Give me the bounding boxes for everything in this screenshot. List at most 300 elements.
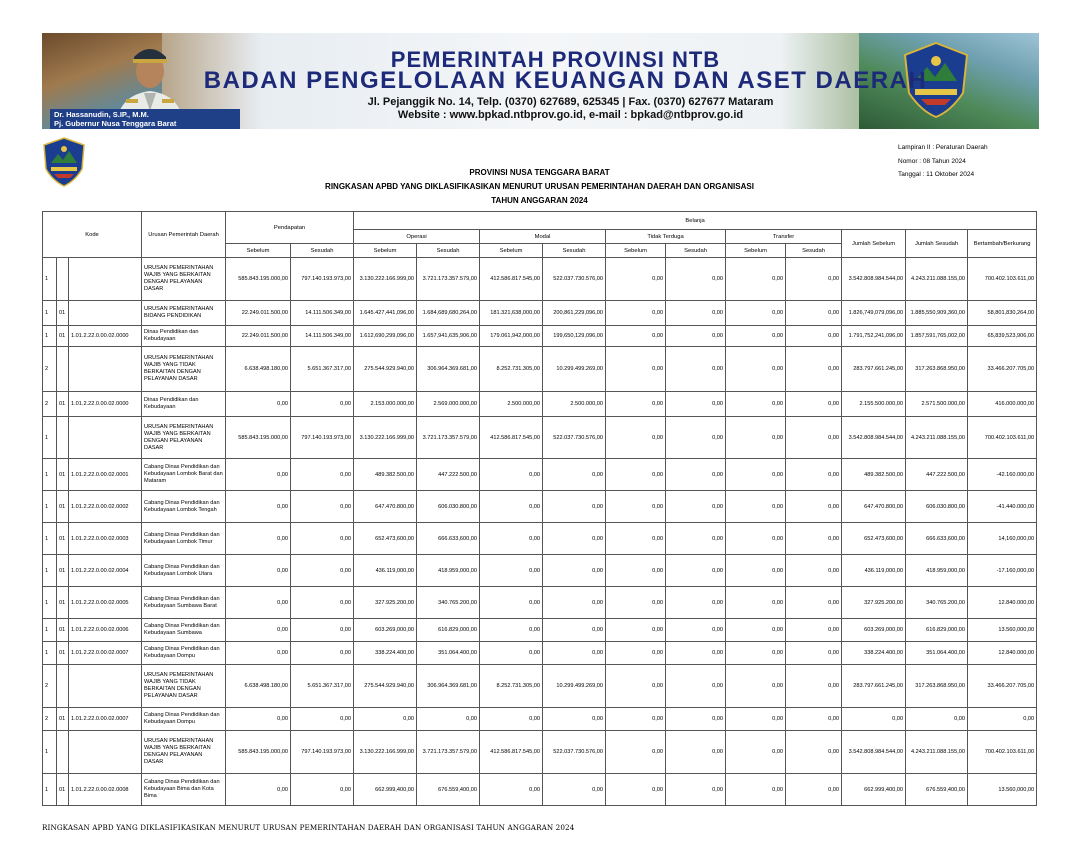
- table-row: [43, 555, 1037, 587]
- kode-2-cell: 01: [57, 491, 69, 523]
- kode-2-cell: [57, 347, 69, 392]
- urusan-cell: URUSAN PEMERINTAHAN WAJIB YANG TIDAK BERKAITAN DENGAN PELAYANAN DASAR: [142, 665, 226, 708]
- value-cell: 0,00: [786, 459, 842, 491]
- value-cell: 0,00: [606, 665, 666, 708]
- kode-1-cell: 1: [43, 731, 57, 774]
- value-cell: 0,00: [666, 708, 726, 731]
- value-cell: 0,00: [726, 459, 786, 491]
- kode-3-cell: 1.01.2.22.0.00.02.0000: [69, 392, 142, 417]
- lampiran-tanggal: Tanggal : 11 Oktober 2024: [898, 171, 975, 178]
- value-cell: 0,00: [666, 326, 726, 347]
- table-row: [43, 523, 1037, 555]
- urusan-cell: URUSAN PEMERINTAHAN WAJIB YANG BERKAITAN DENGAN PELAYANAN DASAR: [142, 417, 226, 459]
- value-cell: 22.249.011.500,00: [226, 326, 291, 347]
- value-cell: 412.586.817.545,00: [480, 731, 543, 774]
- value-cell: 0,00: [226, 555, 291, 587]
- value-cell: 797.140.193.973,00: [291, 417, 354, 459]
- lampiran-line: Lampiran II : Peraturan Daerah: [898, 144, 988, 151]
- header-belanja: Belanja: [354, 212, 1037, 230]
- value-cell: 12.840.000,00: [968, 587, 1037, 619]
- value-cell: 0,00: [726, 326, 786, 347]
- value-cell: 0,00: [786, 326, 842, 347]
- urusan-cell: Cabang Dinas Pendidikan dan Kebudayaan Dompu: [142, 642, 226, 665]
- header-sesudah: Sesudah: [543, 244, 606, 258]
- value-cell: 1.657,941,635,906,00: [417, 326, 480, 347]
- kode-1-cell: 1: [43, 326, 57, 347]
- value-cell: 4.243.211.088.155,00: [906, 417, 968, 459]
- value-cell: 3.130.222.166.999,00: [354, 258, 417, 301]
- value-cell: 179.061,942,000,00: [480, 326, 543, 347]
- value-cell: 1.612,690,299,096,00: [354, 326, 417, 347]
- value-cell: 0,00: [543, 555, 606, 587]
- value-cell: 0,00: [543, 523, 606, 555]
- doc-title-main: RINGKASAN APBD YANG DIKLASIFIKASIKAN MENURUT URUSAN PEMERINTAHAN DAERAH DAN ORGANISASI: [325, 182, 754, 191]
- value-cell: 447.222.500,00: [417, 459, 480, 491]
- value-cell: 6.638.498.180,00: [226, 347, 291, 392]
- kode-2-cell: 01: [57, 301, 69, 326]
- value-cell: 0,00: [606, 731, 666, 774]
- value-cell: 0,00: [666, 587, 726, 619]
- urusan-cell: Cabang Dinas Pendidikan dan Kebudayaan Sumbawa: [142, 619, 226, 642]
- value-cell: 0,00: [786, 417, 842, 459]
- value-cell: 416.000.000,00: [968, 392, 1037, 417]
- kode-1-cell: 1: [43, 523, 57, 555]
- table-row: [43, 587, 1037, 619]
- value-cell: 0,00: [543, 774, 606, 806]
- urusan-cell: Cabang Dinas Pendidikan dan Kebudayaan Lombok Timur: [142, 523, 226, 555]
- value-cell: 436.119,000,00: [354, 555, 417, 587]
- value-cell: 0,00: [606, 459, 666, 491]
- value-cell: 14.111.506.349,00: [291, 326, 354, 347]
- kode-1-cell: 1: [43, 258, 57, 301]
- value-cell: 0,00: [786, 774, 842, 806]
- value-cell: 0,00: [726, 258, 786, 301]
- kode-2-cell: 01: [57, 619, 69, 642]
- urusan-cell: Cabang Dinas Pendidikan dan Kebudayaan Bima dan Kota Bima: [142, 774, 226, 806]
- value-cell: 0,00: [606, 392, 666, 417]
- value-cell: 0,00: [666, 774, 726, 806]
- banner-address: Jl. Pejanggik No. 14, Telp. (0370) 627689, 625345 | Fax. (0370) 627677 Mataram: [367, 96, 774, 108]
- kode-3-cell: 1.01.2.22.0.00.02.0007: [69, 642, 142, 665]
- value-cell: 647.470.800,00: [354, 491, 417, 523]
- value-cell: 1.791,752,241,096,00: [842, 326, 906, 347]
- kode-3-cell: 1.01.2.22.0.00.02.0008: [69, 774, 142, 806]
- value-cell: 0,00: [480, 491, 543, 523]
- kode-2-cell: 01: [57, 587, 69, 619]
- table-row: [43, 301, 1037, 326]
- kode-2-cell: [57, 258, 69, 301]
- value-cell: 3.542.808.984.544,00: [842, 731, 906, 774]
- header-sebelum: Sebelum: [606, 244, 666, 258]
- value-cell: 700.402.103.611,00: [968, 731, 1037, 774]
- kode-3-cell: [69, 665, 142, 708]
- value-cell: 3.130.222.166.999,00: [354, 417, 417, 459]
- value-cell: 603.269,000,00: [354, 619, 417, 642]
- value-cell: 0,00: [906, 708, 968, 731]
- urusan-cell: Cabang Dinas Pendidikan dan Kebudayaan Lombok Utara: [142, 555, 226, 587]
- value-cell: 0,00: [606, 347, 666, 392]
- value-cell: 181.321,638,000,00: [480, 301, 543, 326]
- value-cell: 0,00: [291, 459, 354, 491]
- banner-title-1: PEMERINTAH PROVINSI NTB: [390, 47, 721, 72]
- value-cell: 12.840.000,00: [968, 642, 1037, 665]
- value-cell: 0,00: [666, 417, 726, 459]
- value-cell: 2.155.500.000,00: [842, 392, 906, 417]
- table-row: [43, 392, 1037, 417]
- value-cell: 33.466.207.705,00: [968, 665, 1037, 708]
- value-cell: 275.544.929.940,00: [354, 347, 417, 392]
- value-cell: 8.252.731.305,00: [480, 347, 543, 392]
- value-cell: 0,00: [666, 491, 726, 523]
- value-cell: 8.252.731.305,00: [480, 665, 543, 708]
- urusan-cell: URUSAN PEMERINTAHAN WAJIB YANG TIDAK BERKAITAN DENGAN PELAYANAN DASAR: [142, 347, 226, 392]
- value-cell: 3.130.222.166.999,00: [354, 731, 417, 774]
- value-cell: 585.843.195.000,00: [226, 258, 291, 301]
- value-cell: 662.999,400,00: [842, 774, 906, 806]
- header-banner: [42, 33, 1039, 129]
- value-cell: 1.885,550,909,360,00: [906, 301, 968, 326]
- value-cell: 700.402.103.611,00: [968, 258, 1037, 301]
- value-cell: 0,00: [726, 392, 786, 417]
- lampiran-nomor: Nomor : 08 Tahun 2024: [898, 157, 966, 165]
- value-cell: 0,00: [606, 708, 666, 731]
- value-cell: 0,00: [606, 555, 666, 587]
- value-cell: 13.560,000,00: [968, 774, 1037, 806]
- kode-1-cell: 1: [43, 774, 57, 806]
- value-cell: 700.402.103.611,00: [968, 417, 1037, 459]
- value-cell: 0,00: [726, 555, 786, 587]
- value-cell: 666.633,600,00: [417, 523, 480, 555]
- value-cell: 0,00: [606, 417, 666, 459]
- header-sebelum: Sebelum: [480, 244, 543, 258]
- value-cell: 338.224.400,00: [842, 642, 906, 665]
- value-cell: 6.638.498.180,00: [226, 665, 291, 708]
- value-cell: 0,00: [480, 774, 543, 806]
- value-cell: 0,00: [726, 491, 786, 523]
- value-cell: 522.037.730.576,00: [543, 258, 606, 301]
- kode-1-cell: 1: [43, 491, 57, 523]
- banner-website: Website : www.bpkad.ntbprov.go.id, e-mail : bpkad@ntbprov.go.id: [397, 109, 744, 121]
- value-cell: 2.569.000.000,00: [417, 392, 480, 417]
- value-cell: 338.224.400,00: [354, 642, 417, 665]
- kode-2-cell: 01: [57, 708, 69, 731]
- kode-3-cell: 1.01.2.22.0.00.02.0004: [69, 555, 142, 587]
- governor-title: Pj. Gubernur Nusa Tenggara Barat: [54, 119, 177, 128]
- value-cell: 0,00: [786, 491, 842, 523]
- value-cell: 2.500.000,00: [480, 392, 543, 417]
- doc-title-year: TAHUN ANGGARAN 2024: [491, 196, 588, 205]
- header-sebelum: Sebelum: [354, 244, 417, 258]
- value-cell: 327.925.200,00: [842, 587, 906, 619]
- value-cell: 0,00: [726, 301, 786, 326]
- value-cell: 2.153.000.000,00: [354, 392, 417, 417]
- value-cell: 0,00: [543, 587, 606, 619]
- header-sesudah: Sesudah: [417, 244, 480, 258]
- value-cell: 340.765.200,00: [417, 587, 480, 619]
- kode-1-cell: 1: [43, 587, 57, 619]
- table-row: [43, 417, 1037, 459]
- value-cell: 5.651.367.317,00: [291, 665, 354, 708]
- value-cell: 0,00: [291, 587, 354, 619]
- value-cell: 0,00: [666, 347, 726, 392]
- value-cell: 2.571.500.000,00: [906, 392, 968, 417]
- kode-1-cell: 2: [43, 347, 57, 392]
- urusan-cell: Cabang Dinas Pendidikan dan Kebudayaan Sumbawa Barat: [142, 587, 226, 619]
- kode-1-cell: 1: [43, 619, 57, 642]
- kode-3-cell: 1.01.2.22.0.00.02.0002: [69, 491, 142, 523]
- value-cell: 0,00: [786, 731, 842, 774]
- governor-name-box: [50, 109, 240, 129]
- kode-3-cell: [69, 301, 142, 326]
- value-cell: 0,00: [666, 731, 726, 774]
- governor-name: Dr. Hassanudin, S.IP., M.M.: [54, 110, 149, 119]
- kode-2-cell: 01: [57, 459, 69, 491]
- value-cell: 522.037.730.576,00: [543, 731, 606, 774]
- value-cell: 676.559,400,00: [417, 774, 480, 806]
- value-cell: 676.559,400,00: [906, 774, 968, 806]
- kode-1-cell: 2: [43, 665, 57, 708]
- kode-1-cell: 2: [43, 708, 57, 731]
- value-cell: 447.222.500,00: [906, 459, 968, 491]
- kode-3-cell: [69, 347, 142, 392]
- header-jumlah-sesudah: Jumlah Sesudah: [906, 230, 968, 258]
- header-pendapatan: Pendapatan: [226, 212, 354, 244]
- kode-3-cell: 1.01.2.22.0.00.02.0001: [69, 459, 142, 491]
- urusan-cell: Cabang Dinas Pendidikan dan Kebudayaan Dompu: [142, 708, 226, 731]
- kode-2-cell: 01: [57, 774, 69, 806]
- value-cell: 10.299.499.269,00: [543, 665, 606, 708]
- value-cell: 418.959,000,00: [906, 555, 968, 587]
- value-cell: -17.160,000,00: [968, 555, 1037, 587]
- value-cell: 3.721.173.357.579,00: [417, 731, 480, 774]
- value-cell: 0,00: [543, 459, 606, 491]
- value-cell: 3.721.173.357.579,00: [417, 417, 480, 459]
- value-cell: 0,00: [226, 587, 291, 619]
- value-cell: 200,861,229,096,00: [543, 301, 606, 326]
- value-cell: 0,00: [291, 555, 354, 587]
- value-cell: 666.633,600,00: [906, 523, 968, 555]
- value-cell: 0,00: [606, 301, 666, 326]
- value-cell: 652.473,600,00: [354, 523, 417, 555]
- kode-2-cell: [57, 731, 69, 774]
- header-sesudah: Sesudah: [786, 244, 842, 258]
- value-cell: 0,00: [786, 587, 842, 619]
- header-sesudah: Sesudah: [291, 244, 354, 258]
- value-cell: 418.959,000,00: [417, 555, 480, 587]
- value-cell: 0,00: [786, 392, 842, 417]
- table-body: [43, 258, 1037, 806]
- value-cell: 0,00: [666, 301, 726, 326]
- value-cell: 58,801,830,264,00: [968, 301, 1037, 326]
- value-cell: 4.243.211.088.155,00: [906, 258, 968, 301]
- value-cell: 489.382.500,00: [842, 459, 906, 491]
- value-cell: 0,00: [786, 708, 842, 731]
- value-cell: 0,00: [291, 523, 354, 555]
- value-cell: 412.586.817.545,00: [480, 417, 543, 459]
- header-urusan: Urusan Pemerintah Daerah: [142, 212, 226, 258]
- table-row: [43, 326, 1037, 347]
- value-cell: 0,00: [226, 392, 291, 417]
- value-cell: 14,160,000,00: [968, 523, 1037, 555]
- kode-1-cell: 1: [43, 301, 57, 326]
- value-cell: 603.269,000,00: [842, 619, 906, 642]
- value-cell: 797.140.193.973,00: [291, 731, 354, 774]
- value-cell: 0,00: [726, 347, 786, 392]
- table-row: [43, 459, 1037, 491]
- kode-1-cell: 1: [43, 417, 57, 459]
- value-cell: 0,00: [606, 642, 666, 665]
- value-cell: 436.119,000,00: [842, 555, 906, 587]
- value-cell: -41.440.000,00: [968, 491, 1037, 523]
- table-row: [43, 774, 1037, 806]
- value-cell: 33.466.207.705,00: [968, 347, 1037, 392]
- value-cell: 0,00: [226, 459, 291, 491]
- value-cell: 0,00: [786, 665, 842, 708]
- value-cell: 647.470.800,00: [842, 491, 906, 523]
- value-cell: 0,00: [726, 587, 786, 619]
- value-cell: 0,00: [226, 491, 291, 523]
- table-row: [43, 731, 1037, 774]
- value-cell: 65,839,523,906,00: [968, 326, 1037, 347]
- value-cell: 1.645.427,441,096,00: [354, 301, 417, 326]
- doc-title-province: PROVINSI NUSA TENGGARA BARAT: [469, 168, 610, 177]
- value-cell: 0,00: [666, 258, 726, 301]
- kode-1-cell: 1: [43, 642, 57, 665]
- value-cell: 0,00: [291, 774, 354, 806]
- value-cell: 797.140.193.973,00: [291, 258, 354, 301]
- value-cell: 0,00: [726, 731, 786, 774]
- value-cell: 0,00: [842, 708, 906, 731]
- value-cell: 283.797.661.245,00: [842, 665, 906, 708]
- urusan-cell: Dinas Pendidikan dan Kebudayaan: [142, 326, 226, 347]
- value-cell: 0,00: [786, 523, 842, 555]
- table-row: [43, 708, 1037, 731]
- kode-1-cell: 1: [43, 459, 57, 491]
- header-transfer: Transfer: [726, 230, 842, 244]
- value-cell: 0,00: [968, 708, 1037, 731]
- value-cell: 0,00: [291, 619, 354, 642]
- value-cell: 3.542.808.984.544,00: [842, 417, 906, 459]
- value-cell: 662.999,400,00: [354, 774, 417, 806]
- kode-2-cell: 01: [57, 326, 69, 347]
- value-cell: 0,00: [786, 258, 842, 301]
- value-cell: 489.382.500,00: [354, 459, 417, 491]
- value-cell: 0,00: [480, 555, 543, 587]
- kode-3-cell: 1.01.2.22.0.00.02.0000: [69, 326, 142, 347]
- value-cell: 0,00: [726, 417, 786, 459]
- page-footer: RINGKASAN APBD YANG DIKLASIFIKASIKAN MENURUT URUSAN PEMERINTAHAN DAERAH DAN ORGANISASI TAHUN ANGGARAN 2024: [42, 823, 575, 832]
- value-cell: 317.263.868.950,00: [906, 347, 968, 392]
- value-cell: 2.500.000,00: [543, 392, 606, 417]
- value-cell: 0,00: [786, 301, 842, 326]
- value-cell: 0,00: [417, 708, 480, 731]
- kode-3-cell: 1.01.2.22.0.00.02.0006: [69, 619, 142, 642]
- value-cell: 199,650,129,096,00: [543, 326, 606, 347]
- value-cell: 4.243.211.088.155,00: [906, 731, 968, 774]
- value-cell: 606.030.800,00: [417, 491, 480, 523]
- value-cell: 0,00: [480, 619, 543, 642]
- value-cell: 0,00: [726, 619, 786, 642]
- value-cell: 522.037.730.576,00: [543, 417, 606, 459]
- value-cell: 0,00: [226, 708, 291, 731]
- value-cell: 0,00: [666, 459, 726, 491]
- header-sesudah: Sesudah: [666, 244, 726, 258]
- value-cell: 652.473,600,00: [842, 523, 906, 555]
- value-cell: 340.765.200,00: [906, 587, 968, 619]
- header-tidak-terduga: Tidak Terduga: [606, 230, 726, 244]
- kode-2-cell: 01: [57, 392, 69, 417]
- value-cell: 1.684,689,680,264,00: [417, 301, 480, 326]
- value-cell: 14.111.506.349,00: [291, 301, 354, 326]
- kode-3-cell: [69, 731, 142, 774]
- value-cell: 0,00: [606, 491, 666, 523]
- kode-1-cell: 1: [43, 555, 57, 587]
- value-cell: 0,00: [786, 555, 842, 587]
- value-cell: 0,00: [786, 347, 842, 392]
- header-sebelum: Sebelum: [226, 244, 291, 258]
- value-cell: 616.829,000,00: [417, 619, 480, 642]
- table-row: [43, 619, 1037, 642]
- value-cell: 0,00: [480, 523, 543, 555]
- value-cell: 0,00: [226, 523, 291, 555]
- value-cell: 317.263.868.950,00: [906, 665, 968, 708]
- value-cell: 0,00: [786, 619, 842, 642]
- header-jumlah-sebelum: Jumlah Sebelum: [842, 230, 906, 258]
- kode-3-cell: 1.01.2.22.0.00.02.0005: [69, 587, 142, 619]
- value-cell: -42.160.000,00: [968, 459, 1037, 491]
- value-cell: 0,00: [354, 708, 417, 731]
- value-cell: 0,00: [543, 619, 606, 642]
- value-cell: 0,00: [480, 587, 543, 619]
- value-cell: 585.843.195.000,00: [226, 417, 291, 459]
- kode-2-cell: [57, 665, 69, 708]
- value-cell: 412.586.817.545,00: [480, 258, 543, 301]
- header-modal: Modal: [480, 230, 606, 244]
- value-cell: 0,00: [606, 619, 666, 642]
- value-cell: 1.826,749,079,096,00: [842, 301, 906, 326]
- header-bertambah: Bertambah/Berkurang: [968, 230, 1037, 258]
- urusan-cell: Dinas Pendidikan dan Kebudayaan: [142, 392, 226, 417]
- value-cell: 0,00: [226, 619, 291, 642]
- table-row: [43, 347, 1037, 392]
- table-row: [43, 642, 1037, 665]
- value-cell: 351.064.400,00: [906, 642, 968, 665]
- value-cell: 0,00: [480, 708, 543, 731]
- apbd-table: [42, 211, 1037, 806]
- kode-2-cell: [57, 417, 69, 459]
- value-cell: 0,00: [786, 642, 842, 665]
- value-cell: 1.857,591,765,002,00: [906, 326, 968, 347]
- header-operasi: Operasi: [354, 230, 480, 244]
- kode-2-cell: 01: [57, 555, 69, 587]
- value-cell: 0,00: [291, 392, 354, 417]
- value-cell: 22.249.011.500,00: [226, 301, 291, 326]
- kode-2-cell: 01: [57, 642, 69, 665]
- value-cell: 585.843.195.000,00: [226, 731, 291, 774]
- value-cell: 0,00: [291, 708, 354, 731]
- value-cell: 283.797.661.245,00: [842, 347, 906, 392]
- urusan-cell: URUSAN PEMERINTAHAN BIDANG PENDIDIKAN: [142, 301, 226, 326]
- kode-2-cell: 01: [57, 523, 69, 555]
- value-cell: 0,00: [726, 642, 786, 665]
- value-cell: 0,00: [666, 555, 726, 587]
- value-cell: 0,00: [606, 774, 666, 806]
- value-cell: 0,00: [226, 642, 291, 665]
- value-cell: 0,00: [666, 619, 726, 642]
- table-row: [43, 258, 1037, 301]
- value-cell: 0,00: [606, 587, 666, 619]
- value-cell: 0,00: [726, 665, 786, 708]
